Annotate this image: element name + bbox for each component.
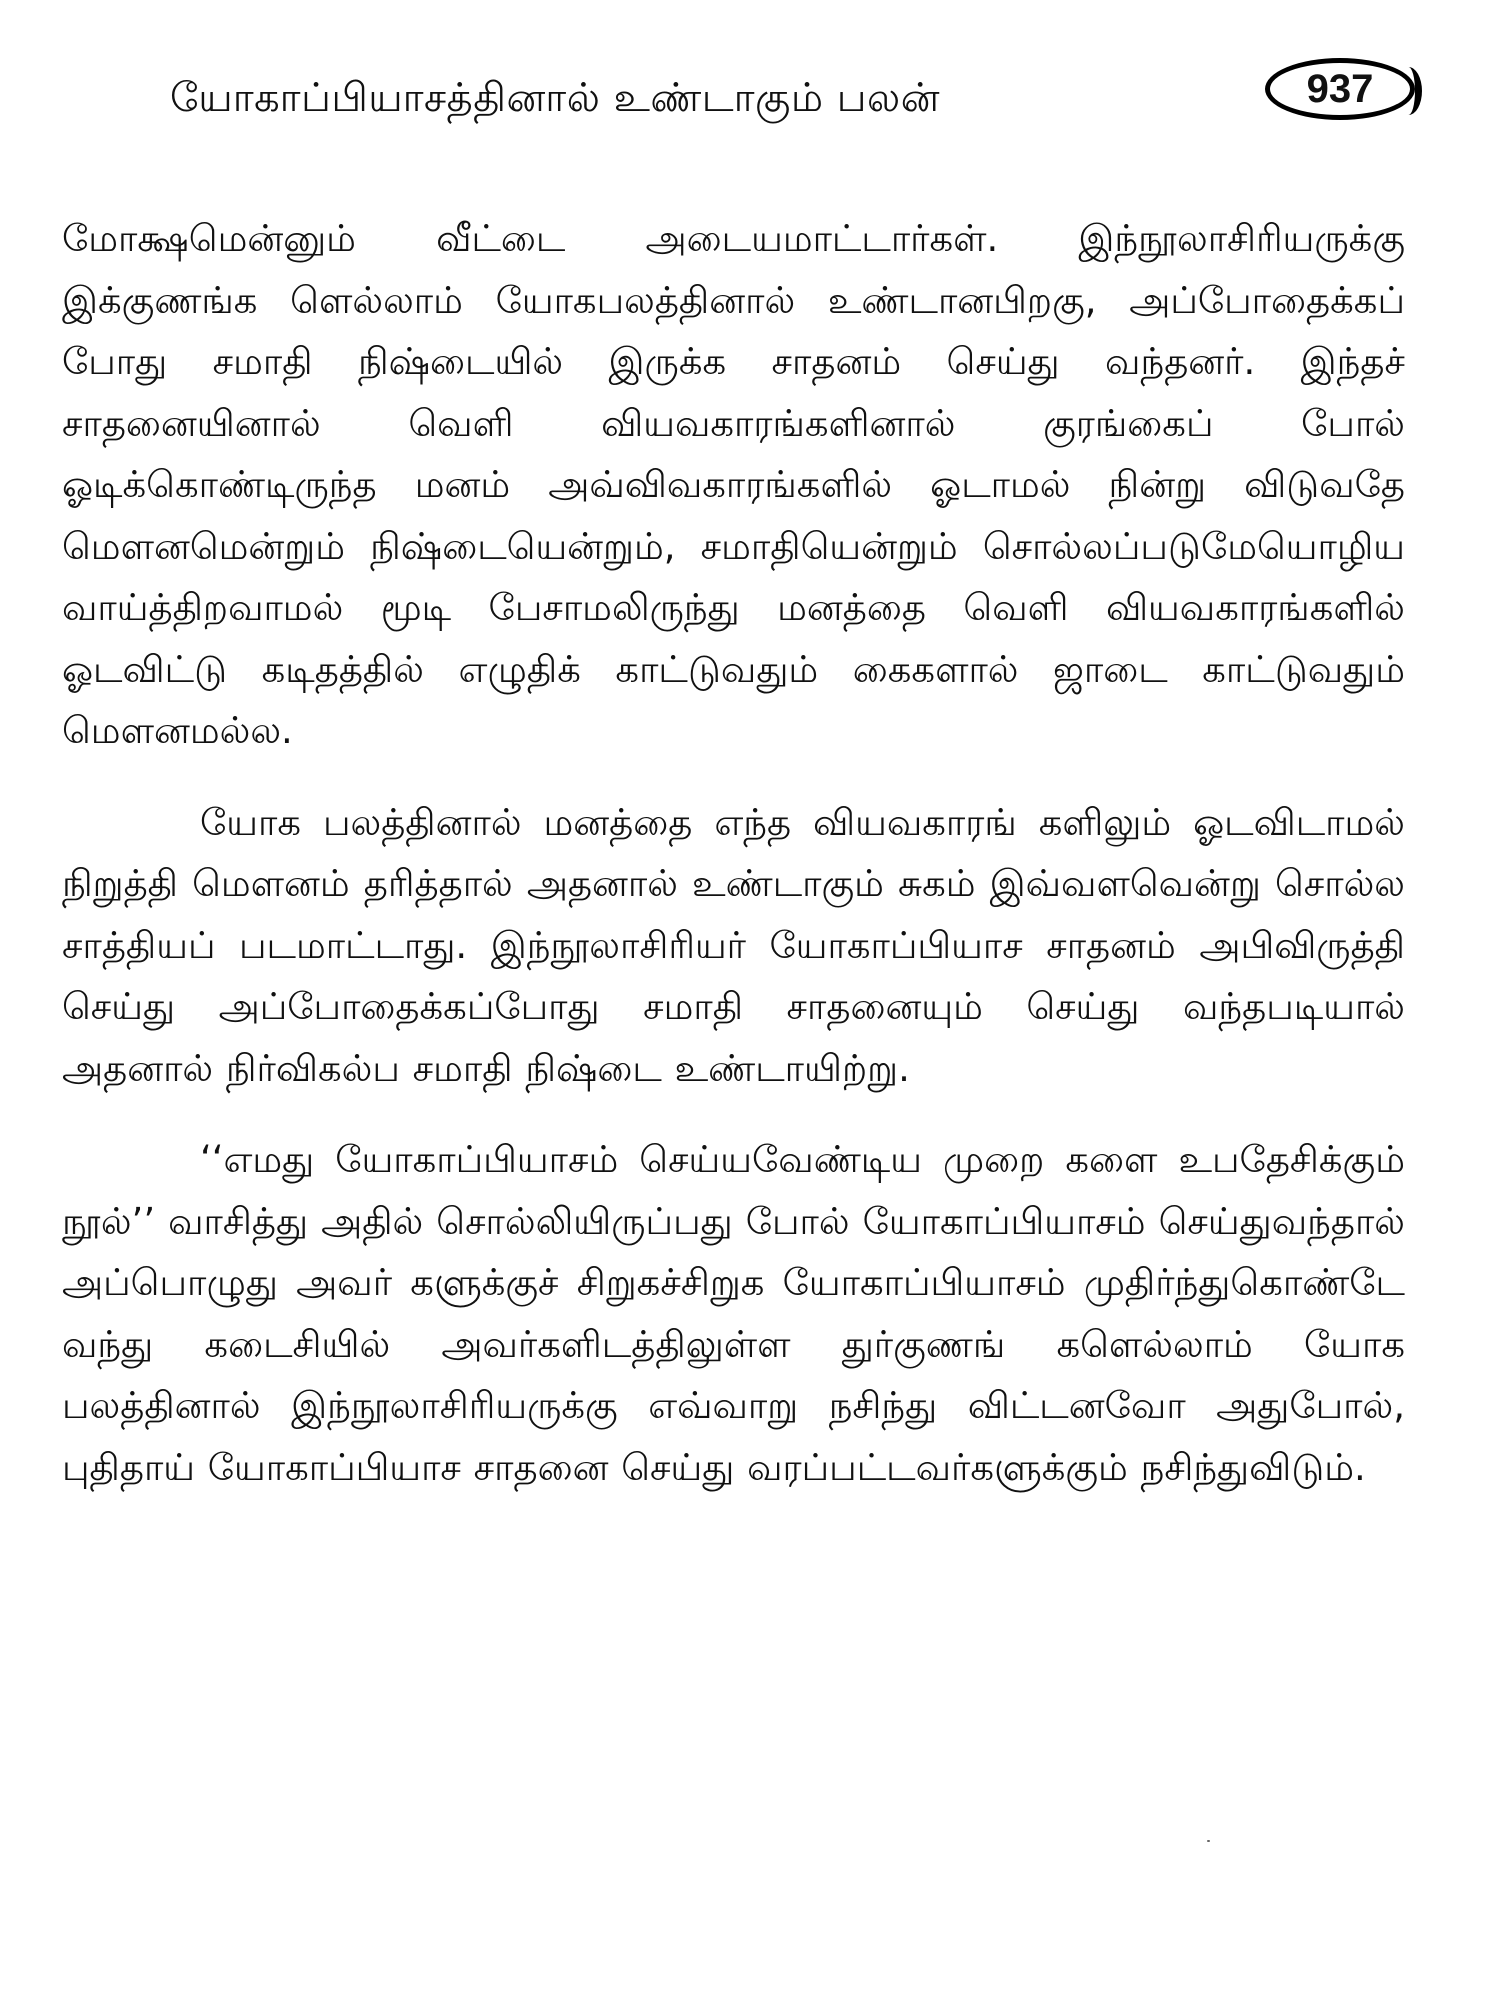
paragraph-1: மோக்ஷமென்னும் வீட்டை அடையமாட்டார்கள். இந்நூலாசிரியருக்கு இக்குணங்க ளெல்லாம் யோகபலத்தினால் உண்டானபிறகு, அப்போதைக்கப் போது சமாதி நிஷ்டையில் இருக்க சாதனம் செய்து வந்தனர். இந்தச் சாதனையினால் வெளி வியவகாரங்களினால் குரங்கைப் போல் ஓடிக்கொண்டிருந்த மனம் அவ்விவகாரங்களில் ஓடாமல் நின்று விடுவதே மௌனமென்றும் நிஷ்டையென்றும், சமாதியென்றும் சொல்லப்படுமேயொழிய வாய்த்திறவாமல் மூடி பேசாமலிருந்து மனத்தை வெளி வியவகாரங்களில் ஓடவிட்டு கடிதத்தில் எழுதிக் காட்டுவதும் கைகளால் ஜாடை காட்டுவதும் மௌனமல்ல. (62, 217, 1405, 752)
page-number-badge: 937 (1265, 58, 1415, 120)
running-title: யோகாப்பியாசத்தினால் உண்டாகும் பலன் (170, 75, 940, 121)
page-header (62, 58, 1405, 136)
paragraph-2: யோக பலத்தினால் மனத்தை எந்த வியவகாரங் களிலும் ஓடவிடாமல் நிறுத்தி மௌனம் தரித்தால் அதனால் உண்டாகும் சுகம் இவ்வளவென்று சொல்ல சாத்தியப் படமாட்டாது. இந்நூலாசிரியர் யோகாப்பியாச சாதனம் அபிவிருத்தி செய்து அப்போதைக்கப்போது சமாதி சாதனையும் செய்து வந்தபடியால் அதனால் நிர்விகல்ப சமாதி நிஷ்டை உண்டாயிற்று. (62, 800, 1405, 1090)
body-text (62, 208, 1405, 1498)
scan-speck (1207, 1840, 1210, 1842)
paragraph-3: ‘‘எமது யோகாப்பியாசம் செய்யவேண்டிய முறை களை உபதேசிக்கும் நூல்’’ வாசித்து அதில் சொல்லியிருப்பது போல் யோகாப்பியாசம் செய்துவந்தால் அப்பொழுது அவர் களுக்குச் சிறுகச்சிறுக யோகாப்பியாசம் முதிர்ந்துகொண்டே வந்து கடைசியில் அவர்களிடத்திலுள்ள துர்குணங் களெல்லாம் யோக பலத்தினால் இந்நூலாசிரியருக்கு எவ்வாறு நசிந்து விட்டனவோ அதுபோல், புதிதாய் யோகாப்பியாச சாதனை செய்து வரப்பட்டவர்களுக்கும் நசிந்துவிடும். (62, 1138, 1405, 1489)
